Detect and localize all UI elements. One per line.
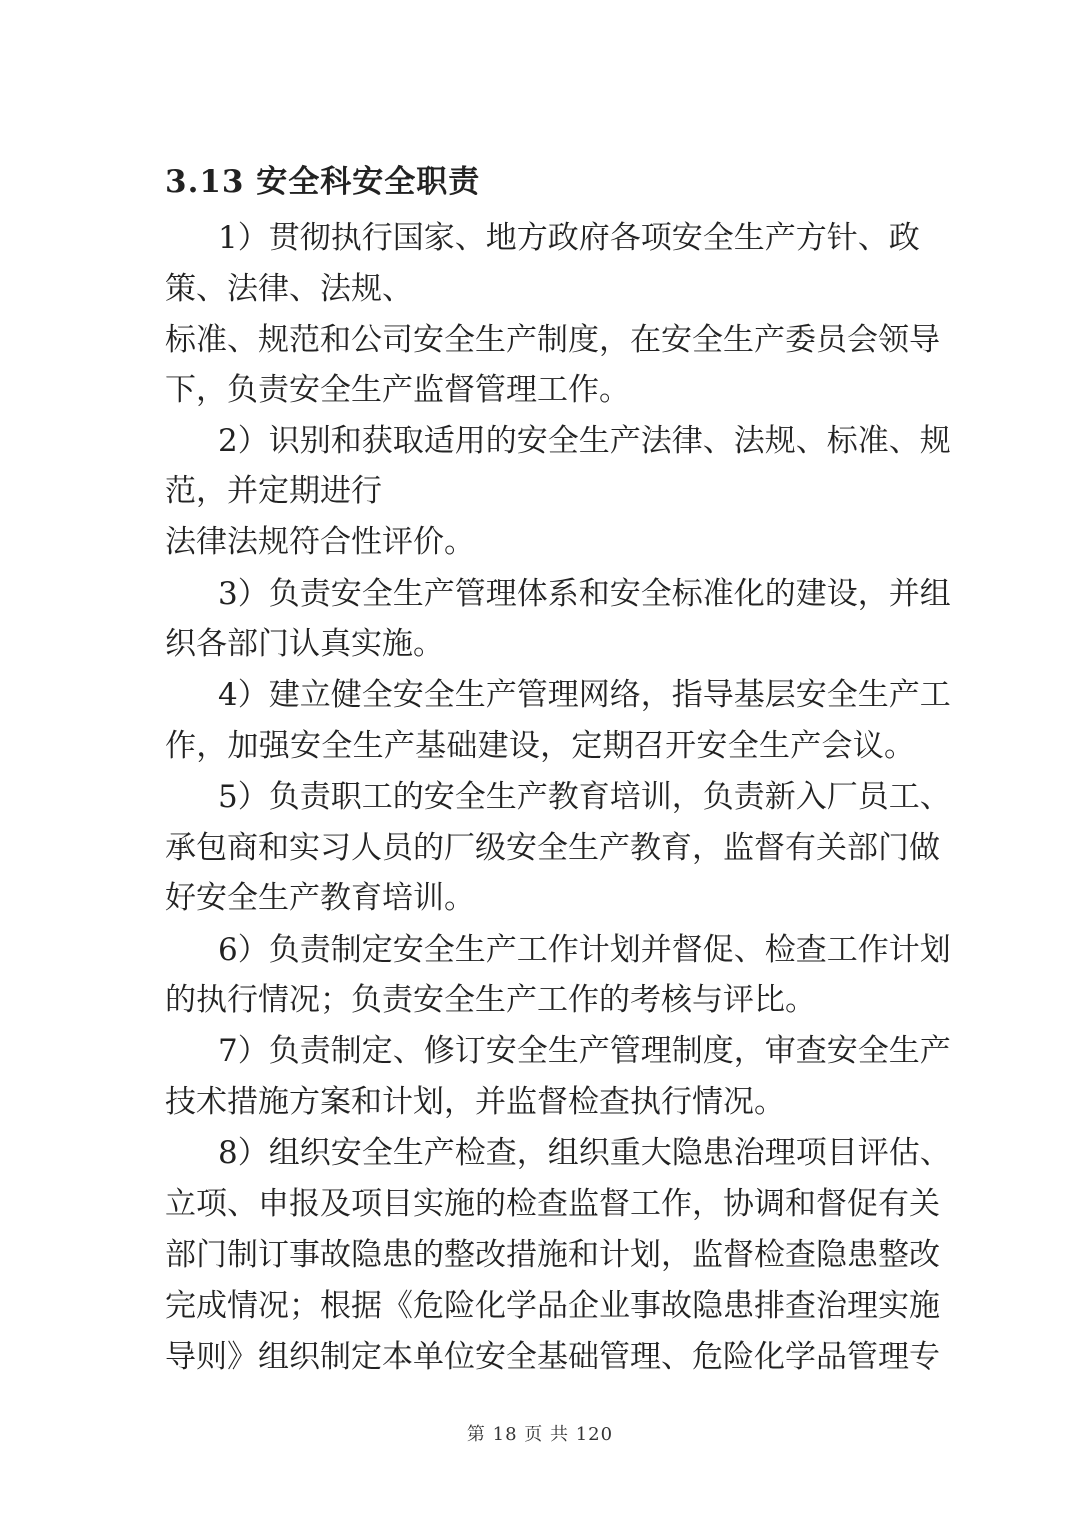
text-line: 6）负责制定安全生产工作计划并督促、检查工作计划 — [218, 932, 951, 968]
text-line: 策、法律、法规、 — [165, 271, 413, 307]
text-line: 下，负责安全生产监督管理工作。 — [165, 372, 630, 408]
text-line: 完成情况；根据《危险化学品企业事故隐患排查治理实施 — [165, 1288, 940, 1324]
text-line: 4）建立健全安全生产管理网络，指导基层安全生产工 — [218, 677, 951, 713]
text-line: 承包商和实习人员的厂级安全生产教育，监督有关部门做 — [165, 830, 940, 866]
text-line: 好安全生产教育培训。 — [165, 880, 475, 916]
text-line: 部门制订事故隐患的整改措施和计划，监督检查隐患整改 — [165, 1237, 940, 1273]
page-number-footer: 第 18 页 共 120 — [466, 1424, 614, 1445]
text-line: 3）负责安全生产管理体系和安全标准化的建设，并组 — [218, 576, 951, 612]
text-line: 范，并定期进行 — [165, 473, 382, 509]
text-line: 的执行情况；负责安全生产工作的考核与评比。 — [165, 982, 816, 1018]
text-line: 法律法规符合性评价。 — [165, 524, 475, 560]
text-line: 2）识别和获取适用的安全生产法律、法规、标准、规 — [218, 423, 951, 459]
text-line: 织各部门认真实施。 — [165, 626, 444, 662]
text-line: 8）组织安全生产检查，组织重大隐患治理项目评估、 — [218, 1135, 951, 1171]
text-line: 标准、规范和公司安全生产制度，在安全生产委员会领导 — [165, 322, 940, 358]
text-line: 立项、申报及项目实施的检查监督工作，协调和督促有关 — [165, 1186, 940, 1222]
section-heading: 3.13 安全科安全职责 — [165, 164, 481, 200]
text-line: 导则》组织制定本单位安全基础管理、危险化学品管理专 — [165, 1339, 940, 1375]
text-line: 技术措施方案和计划，并监督检查执行情况。 — [165, 1084, 785, 1120]
text-line: 5）负责职工的安全生产教育培训，负责新入厂员工、 — [218, 779, 951, 815]
text-line: 7）负责制定、修订安全生产管理制度，审查安全生产 — [218, 1033, 951, 1069]
text-line: 作，加强安全生产基础建设，定期召开安全生产会议。 — [165, 728, 915, 764]
text-line: 1）贯彻执行国家、地方政府各项安全生产方针、政 — [218, 220, 920, 256]
